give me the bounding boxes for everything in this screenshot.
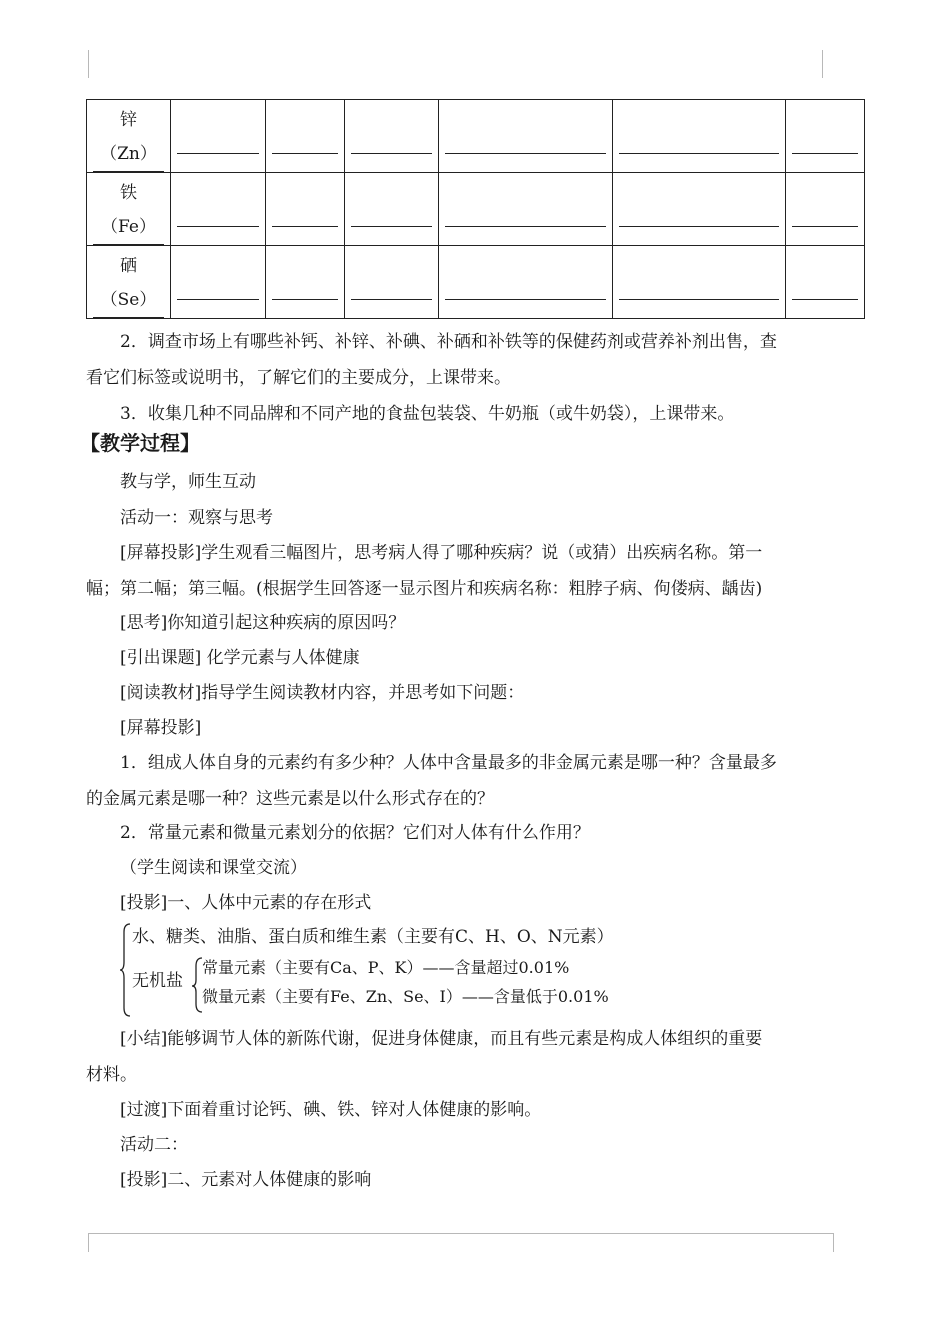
paragraph: 教与学，师生互动 xyxy=(120,472,256,492)
summary-cont: 材料。 xyxy=(86,1065,137,1085)
tree-item-organic: 水、糖类、油脂、蛋白质和维生素（主要有C、H、O、N元素） xyxy=(132,927,614,947)
answer-cell[interactable] xyxy=(345,173,439,246)
activity-title: 活动一：观察与思考 xyxy=(120,508,273,528)
table-row xyxy=(87,100,865,173)
projection-heading: [投影]二、元素对人体健康的影响 xyxy=(120,1170,372,1190)
answer-cell[interactable] xyxy=(439,100,613,173)
element-cell xyxy=(87,173,171,246)
projection-heading: [投影]一、人体中元素的存在形式 xyxy=(120,893,372,913)
page-corner-mark xyxy=(88,50,89,78)
summary: [小结]能够调节人体的新陈代谢，促进身体健康，而且有些元素是构成人体组织的重要 xyxy=(120,1029,763,1049)
element-name: 硒 xyxy=(120,256,137,276)
answer-cell[interactable] xyxy=(266,100,345,173)
paragraph: [思考]你知道引起这种疾病的原因吗？ xyxy=(120,613,406,633)
element-name: 锌 xyxy=(120,110,137,130)
answer-cell[interactable] xyxy=(439,173,613,246)
element-survey-table xyxy=(86,99,865,319)
paragraph: [阅读教材]指导学生阅读教材内容，并思考如下问题： xyxy=(120,683,525,703)
prep-item-2-cont: 看它们标签或说明书，了解它们的主要成分，上课带来。 xyxy=(86,368,511,388)
answer-cell[interactable] xyxy=(786,173,865,246)
element-symbol: （Se） xyxy=(100,290,157,310)
table-row xyxy=(87,173,865,246)
answer-cell[interactable] xyxy=(171,173,266,246)
answer-cell[interactable] xyxy=(345,100,439,173)
paragraph: [屏幕投影]学生观看三幅图片，思考病人得了哪种疾病？说（或猜）出疾病名称。第一 xyxy=(120,543,763,563)
answer-cell[interactable] xyxy=(786,246,865,319)
page-corner-mark xyxy=(822,50,823,78)
paragraph: [屏幕投影] xyxy=(120,718,202,738)
answer-cell[interactable] xyxy=(266,173,345,246)
paragraph-cont: 幅；第二幅；第三幅。(根据学生回答逐一显示图片和疾病名称：粗脖子病、佝偻病、龋齿) xyxy=(86,579,763,599)
element-symbol: （Fe） xyxy=(101,217,156,237)
prep-item-3: 3．收集几种不同品牌和不同产地的食盐包装袋、牛奶瓶（或牛奶袋），上课带来。 xyxy=(120,404,735,424)
paragraph: （学生阅读和课堂交流） xyxy=(120,858,307,878)
element-cell xyxy=(87,246,171,319)
table-row xyxy=(87,246,865,319)
tree-item-macro: 常量元素（主要有Ca、P、K）——含量超过0.01% xyxy=(202,958,570,977)
question-1-cont: 的金属元素是哪一种？这些元素是以什么形式存在的？ xyxy=(86,789,494,809)
answer-cell[interactable] xyxy=(439,246,613,319)
answer-cell[interactable] xyxy=(613,173,786,246)
tree-item-trace: 微量元素（主要有Fe、Zn、Se、I）——含量低于0.01% xyxy=(202,987,609,1006)
answer-line xyxy=(93,317,164,318)
answer-cell[interactable] xyxy=(171,246,266,319)
paragraph: [过渡]下面着重讨论钙、碘、铁、锌对人体健康的影响。 xyxy=(120,1100,542,1120)
answer-cell[interactable] xyxy=(613,100,786,173)
element-form-tree xyxy=(120,920,740,1020)
question-1: 1．组成人体自身的元素约有多少种？人体中含量最多的非金属元素是哪一种？含量最多 xyxy=(120,753,777,773)
page-footer-frame xyxy=(88,1233,834,1252)
element-name: 铁 xyxy=(120,183,137,203)
paragraph: [引出课题] 化学元素与人体健康 xyxy=(120,648,360,668)
activity-title: 活动二： xyxy=(120,1135,188,1155)
element-cell xyxy=(87,100,171,173)
answer-cell[interactable] xyxy=(613,246,786,319)
element-symbol: （Zn） xyxy=(100,144,157,164)
answer-cell[interactable] xyxy=(345,246,439,319)
answer-cell[interactable] xyxy=(786,100,865,173)
answer-cell[interactable] xyxy=(171,100,266,173)
prep-item-2: 2．调查市场上有哪些补钙、补锌、补碘、补硒和补铁等的保健药剂或营养补剂出售，查 xyxy=(120,332,777,352)
section-heading: 【教学过程】 xyxy=(80,431,200,455)
question-2: 2．常量元素和微量元素划分的依据？它们对人体有什么作用？ xyxy=(120,823,590,843)
tree-item-inorganic: 无机盐 xyxy=(132,971,183,991)
answer-cell[interactable] xyxy=(266,246,345,319)
